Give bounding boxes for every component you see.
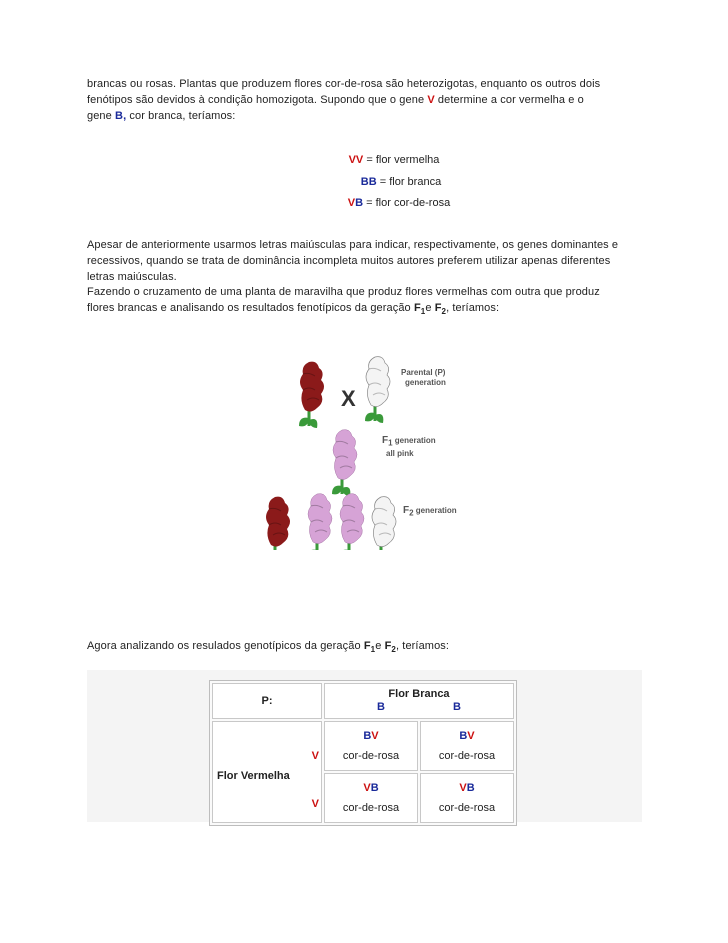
paragraph-cross: Fazendo o cruzamento de uma planta de maravilha que produz flores vermelhas com outra que produz flores brancas e analisando os resultados fenotípicos da geração $F_1e$ $F_2$, teríamos: <box>87 286 600 317</box>
genotype-vb: VB = flor cor-de-rosa <box>347 197 451 209</box>
intro-paragraph <box>87 76 647 124</box>
punnett-cell-2-1: VB cor-de-rosa <box>324 773 418 823</box>
paragraph-dominance: Apesar de anteriormente usarmos letras maiúsculas para indicar, respectivamente, os genes dominantes e recessivos, quando se trata de dominância incompleta muitos autores preferem utilizar apenas diferentes letras maiúsculas. <box>87 239 619 283</box>
row-gamete-v-2: V <box>311 798 319 810</box>
snapdragon-cross-figure <box>255 350 465 550</box>
f2-label: $F_2$ generation <box>403 505 457 518</box>
flor-vermelha-cell: Flor Vermelha V V <box>212 721 322 823</box>
f2-pink-flower-2 <box>339 494 364 550</box>
col-gamete-b-2: B <box>453 701 461 713</box>
genotype-bb: BB = flor branca <box>360 176 442 188</box>
parental-red-flower <box>299 362 324 428</box>
intro-line-1: brancas ou rosas. Plantas que produzem flores cor-de-rosa são heterozigotas, enquanto os outros dois <box>87 78 601 90</box>
f2-white-flower <box>371 497 396 550</box>
punnett-square <box>209 680 517 826</box>
punnett-cell-2-2: VB cor-de-rosa <box>420 773 514 823</box>
genotype-vv: VV = flor vermelha <box>348 154 440 166</box>
paragraph-genotypic: Agora analizando os resulados genotípicos da geração $F_1e$ $F_2$, teríamos: <box>87 640 450 655</box>
punnett-cell-1-2: BV cor-de-rosa <box>420 721 514 771</box>
parental-white-flower <box>365 357 390 423</box>
row-gamete-v-1: V <box>311 750 319 762</box>
flor-branca-header: Flor Branca B B <box>324 683 514 719</box>
gene-b-label: B, <box>115 110 127 122</box>
f1-pink-flower <box>332 430 357 496</box>
p-label-cell: P: <box>212 683 322 719</box>
punnett-cell-1-1: BV cor-de-rosa <box>324 721 418 771</box>
col-gamete-b-1: B <box>377 701 385 713</box>
f2-pink-flower-1 <box>307 494 332 550</box>
intro-line-2: fenótipos são devidos à condição homozigota. Supondo que o gene V determine a cor vermelha e o <box>87 94 584 106</box>
intro-line-3: gene B, cor branca, teríamos: <box>87 110 236 122</box>
cross-symbol: X <box>341 386 356 411</box>
gene-v-label: V <box>427 94 435 106</box>
f1-label: $F_1$ generation all pink <box>382 435 436 458</box>
parental-label: Parental (P) generation <box>401 368 446 387</box>
f2-red-flower <box>265 497 290 550</box>
